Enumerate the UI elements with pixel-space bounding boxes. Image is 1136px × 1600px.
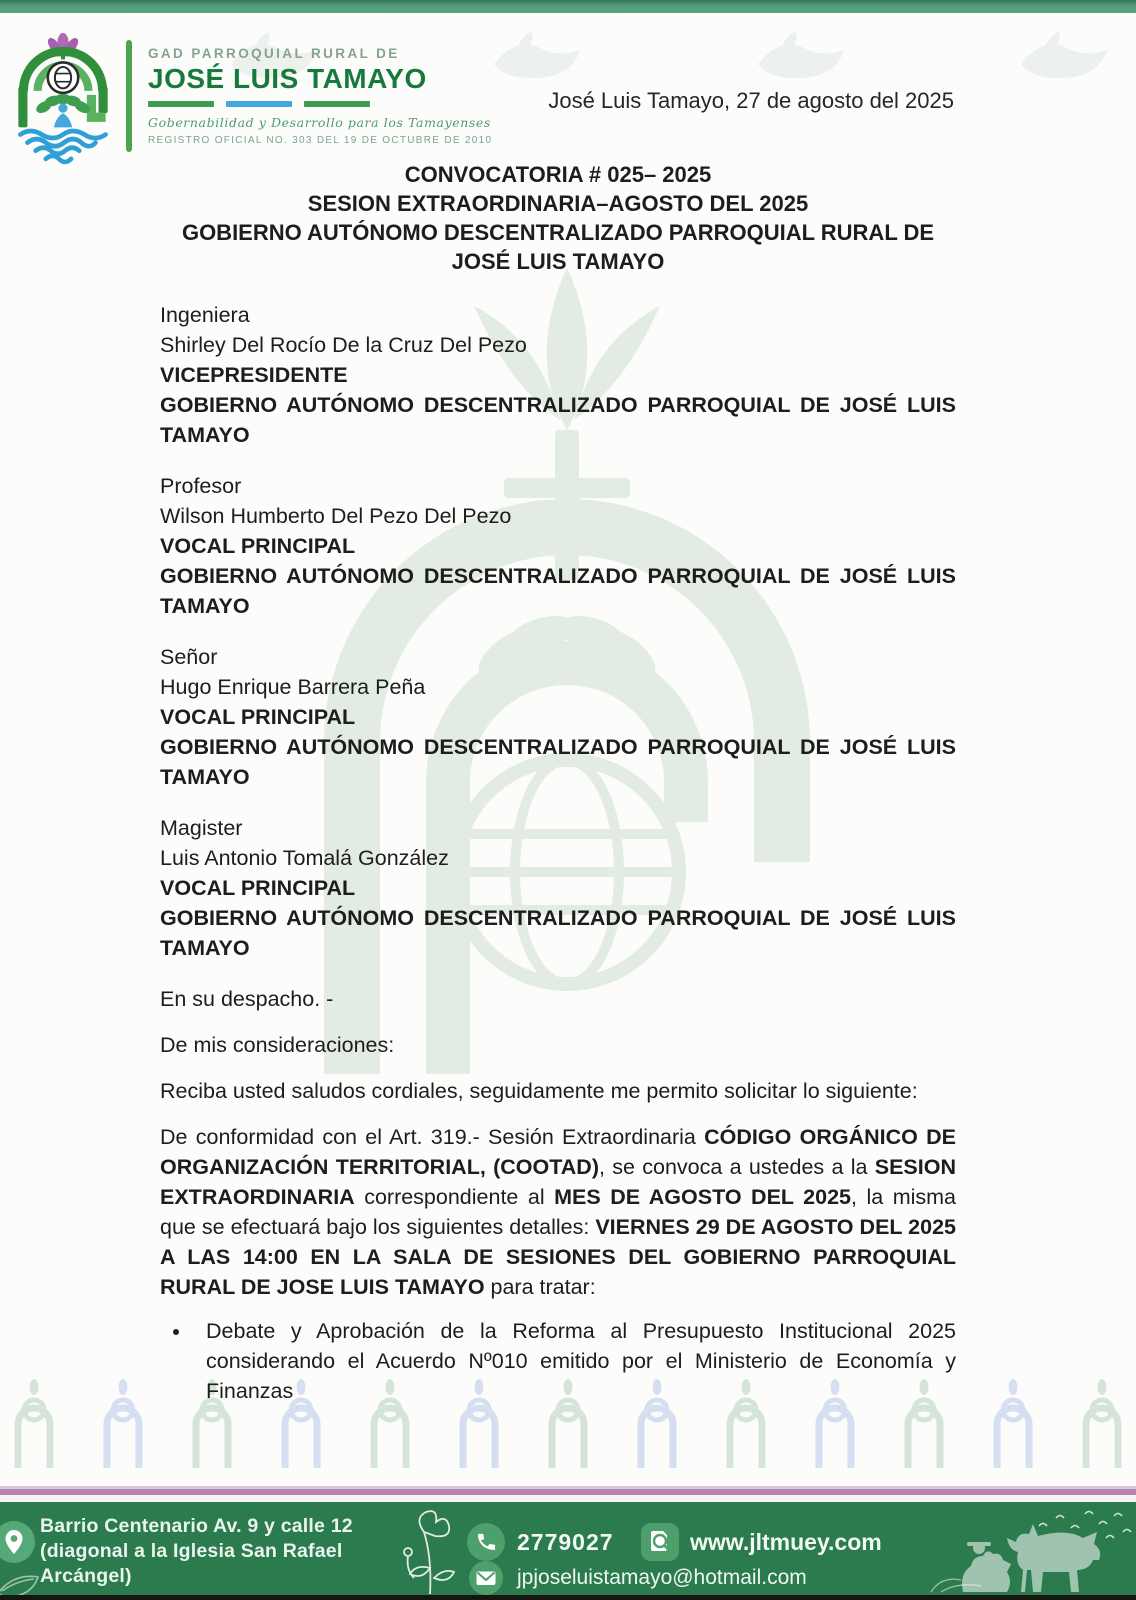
- footer-accent-band: [0, 1495, 1136, 1502]
- title-line-2: SESION EXTRAORDINARIA–AGOSTO DEL 2025: [307, 191, 809, 216]
- watermark-glyph: [488, 28, 584, 94]
- document-title: [160, 160, 956, 276]
- agenda-list: [160, 1316, 956, 1406]
- recipient-degree: Señor: [160, 645, 218, 669]
- letterhead-text: [148, 32, 492, 146]
- page-bottom-edge: [0, 1595, 1136, 1600]
- watermark-glyph: [987, 1378, 1039, 1470]
- convocation-paragraph: De conformidad con el Art. 319.- Sesión Extraordinaria CÓDIGO ORGÁNICO DE ORGANIZACIÓN TERRITORIAL, (COOTAD), se convoca a ustedes a la SESION EXTRAORDINARIA correspondiente al MES DE AGOSTO DEL 2025, la misma que se efectuará bajo los siguientes detalles: VIERNES 29 DE AGOSTO DEL 2025 A LAS 14:00 EN LA SALA DE SESIONES DEL GOBIERNO PARROQUIAL RURAL DE JOSE LUIS TAMAYO para tratar:: [160, 1125, 957, 1299]
- watermark-glyph: [8, 1378, 60, 1470]
- footer-email: jpjoseluistamayo@hotmail.com: [517, 1566, 807, 1589]
- recipient-org: GOBIERNO AUTÓNOMO DESCENTRALIZADO PARROQUIAL DE JOSÉ LUIS TAMAYO: [160, 906, 956, 960]
- despacho-line: En su despacho. -: [160, 987, 334, 1011]
- org-type-label: GAD PARROQUIAL RURAL DE: [148, 46, 400, 61]
- flower-line-art: [390, 1506, 468, 1594]
- footer-phone: 2779027: [517, 1529, 614, 1555]
- recipient-role: VICEPRESIDENTE: [160, 363, 348, 387]
- watermark-glyph: [97, 1378, 149, 1470]
- org-tagline: Gobernabilidad y Desarrollo para los Tamayenses: [148, 115, 491, 130]
- watermark-glyph: [1015, 28, 1111, 94]
- recipient-role: VOCAL PRINCIPAL: [160, 876, 356, 900]
- top-border: [0, 0, 1136, 13]
- registro-oficial: REGISTRO OFICIAL NO. 303 DEL 19 DE OCTUBRE DE 2010: [148, 135, 493, 146]
- saludo-line: Reciba usted saludos cordiales, seguidamente me permito solicitar lo siguiente:: [160, 1079, 918, 1103]
- footer: [0, 1502, 1136, 1595]
- email-icon: [468, 1560, 504, 1596]
- org-name: JOSÉ LUIS TAMAYO: [148, 63, 427, 94]
- gad-logo-emblem: [10, 32, 116, 168]
- phone-icon: [466, 1522, 506, 1562]
- recipient-block: [160, 813, 956, 963]
- recipient-role: VOCAL PRINCIPAL: [160, 705, 356, 729]
- footer-address: Barrio Centenario Av. 9 y calle 12 (diagonal a la Iglesia San Rafael Arcángel): [40, 1515, 353, 1587]
- logo-divider: [126, 40, 132, 152]
- brand-bar-green: [304, 101, 370, 107]
- recipient-degree: Ingeniera: [160, 303, 250, 327]
- recipient-block: [160, 471, 956, 621]
- consideraciones-line: De mis consideraciones:: [160, 1033, 395, 1057]
- footer-website: www.jltmuey.com: [690, 1529, 882, 1555]
- title-line-3: GOBIERNO AUTÓNOMO DESCENTRALIZADO PARROQUIAL RURAL DE JOSÉ LUIS TAMAYO: [181, 220, 935, 274]
- brand-bar-blue: [226, 101, 292, 107]
- agenda-item: • Debate y Aprobación de la Reforma al Presupuesto Institucional 2025 considerando el Acuerdo Nº010 emitido por el Ministerio de Economía y Finanzas: [192, 1316, 956, 1406]
- recipient-block: [160, 300, 956, 450]
- date-line: José Luis Tamayo, 27 de agosto del 2025: [548, 88, 954, 113]
- location-icon: [0, 1520, 36, 1564]
- recipient-org: GOBIERNO AUTÓNOMO DESCENTRALIZADO PARROQUIAL DE JOSÉ LUIS TAMAYO: [160, 393, 956, 447]
- watermark-glyph: [752, 28, 848, 94]
- letterhead: [10, 32, 492, 168]
- recipient-name: Luis Antonio Tomalá González: [160, 846, 449, 870]
- recipient-role: VOCAL PRINCIPAL: [160, 534, 356, 558]
- recipient-org: GOBIERNO AUTÓNOMO DESCENTRALIZADO PARROQUIAL DE JOSÉ LUIS TAMAYO: [160, 735, 956, 789]
- leaf-sketch: [0, 1563, 56, 1597]
- recipient-name: Shirley Del Rocío De la Cruz Del Pezo: [160, 333, 527, 357]
- recipient-degree: Profesor: [160, 474, 242, 498]
- brand-bar-green: [148, 101, 214, 107]
- recipient-name: Wilson Humberto Del Pezo Del Pezo: [160, 504, 512, 528]
- recipient-org: GOBIERNO AUTÓNOMO DESCENTRALIZADO PARROQUIAL DE JOSÉ LUIS TAMAYO: [160, 564, 956, 618]
- document-body: [160, 300, 956, 1406]
- recipient-block: [160, 642, 956, 792]
- recipient-name: Hugo Enrique Barrera Peña: [160, 675, 426, 699]
- donkey-illustration: [871, 1504, 1136, 1594]
- title-line-1: CONVOCATORIA # 025– 2025: [404, 162, 712, 187]
- website-icon: [640, 1522, 680, 1562]
- watermark-glyph: [1076, 1378, 1128, 1470]
- recipient-degree: Magister: [160, 816, 243, 840]
- brand-bars: [148, 101, 492, 107]
